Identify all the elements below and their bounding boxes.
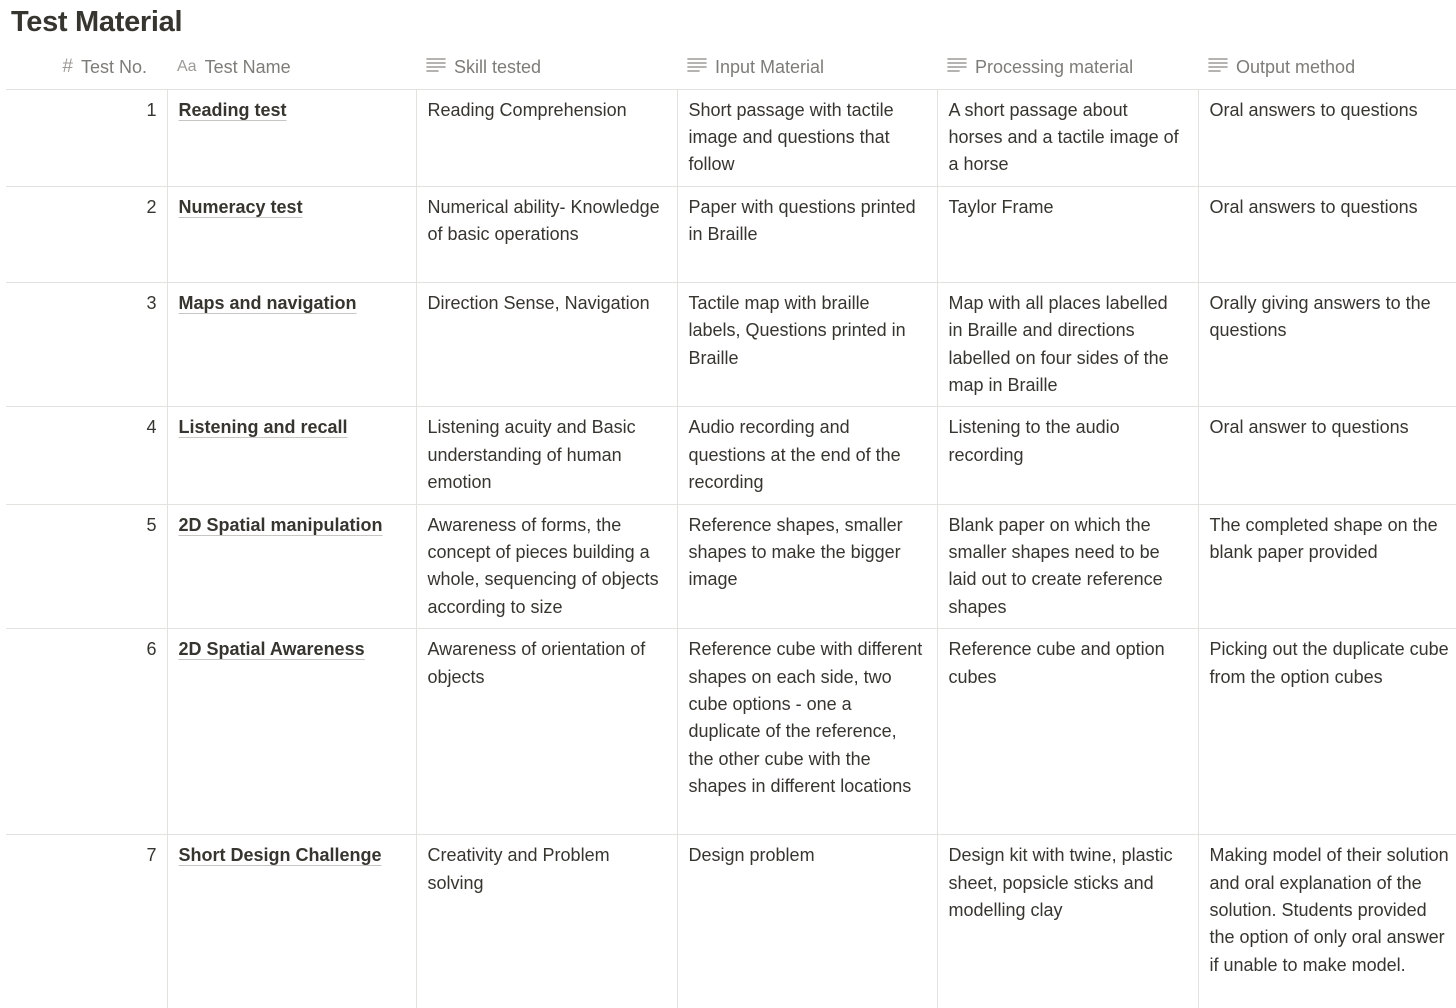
column-header-input-material[interactable]: Input Material	[677, 45, 937, 89]
cell-output-method[interactable]: Orally giving answers to the questions	[1198, 282, 1456, 407]
cell-processing-material[interactable]: Blank paper on which the smaller shapes need to be laid out to create reference shapes	[937, 504, 1198, 629]
cell-skill-tested[interactable]: Direction Sense, Navigation	[416, 282, 677, 407]
text-lines-icon	[687, 57, 707, 78]
cell-output-method[interactable]: Picking out the duplicate cube from the option cubes	[1198, 629, 1456, 835]
cell-processing-material[interactable]: Listening to the audio recording	[937, 407, 1198, 504]
cell-test-no[interactable]: 5	[6, 504, 167, 629]
cell-skill-tested[interactable]: Awareness of forms, the concept of pieces building a whole, sequencing of objects according to size	[416, 504, 677, 629]
cell-output-method[interactable]: The completed shape on the blank paper provided	[1198, 504, 1456, 629]
cell-test-name[interactable]	[167, 835, 416, 1008]
cell-processing-material[interactable]: A short passage about horses and a tactile image of a horse	[937, 89, 1198, 186]
cell-input-material[interactable]: Paper with questions printed in Braille	[677, 186, 937, 282]
cell-test-no[interactable]: 4	[6, 407, 167, 504]
table-row	[6, 186, 1456, 282]
table-row	[6, 89, 1456, 186]
row-page-link[interactable]: 2D Spatial Awareness	[178, 639, 365, 660]
table-row	[6, 629, 1456, 835]
cell-test-name[interactable]	[167, 629, 416, 835]
text-lines-icon	[947, 57, 967, 78]
column-header-test-no[interactable]: # Test No.	[6, 45, 167, 89]
cell-test-no[interactable]: 6	[6, 629, 167, 835]
text-lines-icon	[1208, 57, 1228, 78]
cell-processing-material[interactable]: Map with all places labelled in Braille and directions labelled on four sides of the map in Braille	[937, 282, 1198, 407]
cell-output-method[interactable]: Oral answers to questions	[1198, 186, 1456, 282]
cell-skill-tested[interactable]: Reading Comprehension	[416, 89, 677, 186]
cell-test-no[interactable]: 3	[6, 282, 167, 407]
database-table	[6, 45, 1456, 1008]
cell-test-name[interactable]	[167, 186, 416, 282]
cell-processing-material[interactable]: Taylor Frame	[937, 186, 1198, 282]
cell-output-method[interactable]: Oral answer to questions	[1198, 407, 1456, 504]
column-header-skill-tested[interactable]: Skill tested	[416, 45, 677, 89]
row-page-link[interactable]: Short Design Challenge	[178, 845, 382, 866]
cell-test-name[interactable]	[167, 282, 416, 407]
row-page-link[interactable]: Numeracy test	[178, 196, 303, 217]
row-page-link[interactable]: Reading test	[178, 99, 287, 120]
cell-test-no[interactable]: 7	[6, 835, 167, 1008]
cell-skill-tested[interactable]: Creativity and Problem solving	[416, 835, 677, 1008]
cell-test-no[interactable]: 2	[6, 186, 167, 282]
table-row	[6, 504, 1456, 629]
cell-input-material[interactable]: Tactile map with braille labels, Questions printed in Braille	[677, 282, 937, 407]
table-header-row	[6, 45, 1456, 89]
cell-input-material[interactable]: Short passage with tactile image and questions that follow	[677, 89, 937, 186]
cell-processing-material[interactable]: Reference cube and option cubes	[937, 629, 1198, 835]
row-page-link[interactable]: 2D Spatial manipulation	[178, 514, 383, 535]
cell-input-material[interactable]: Reference shapes, smaller shapes to make the bigger image	[677, 504, 937, 629]
row-page-link[interactable]: Maps and navigation	[178, 292, 357, 313]
page-title: Test Material	[11, 6, 183, 38]
text-aa-icon: Aa	[177, 58, 197, 76]
column-header-test-name[interactable]: Aa Test Name	[167, 45, 416, 89]
cell-skill-tested[interactable]: Awareness of orientation of objects	[416, 629, 677, 835]
column-header-output-method[interactable]: Output method	[1198, 45, 1456, 89]
row-page-link[interactable]: Listening and recall	[178, 417, 348, 438]
cell-output-method[interactable]: Oral answers to questions	[1198, 89, 1456, 186]
table-row	[6, 282, 1456, 407]
text-lines-icon	[426, 57, 446, 78]
cell-input-material[interactable]: Audio recording and questions at the end of the recording	[677, 407, 937, 504]
cell-test-no[interactable]: 1	[6, 89, 167, 186]
cell-test-name[interactable]	[167, 89, 416, 186]
hash-icon: #	[62, 55, 73, 77]
cell-skill-tested[interactable]: Numerical ability- Knowledge of basic operations	[416, 186, 677, 282]
cell-test-name[interactable]	[167, 407, 416, 504]
cell-input-material[interactable]: Reference cube with different shapes on each side, two cube options - one a duplicate of the reference, the other cube with the shapes in different locations	[677, 629, 937, 835]
cell-output-method[interactable]: Making model of their solution and oral explanation of the solution. Students provided the option of only oral answer if unable to make model.	[1198, 835, 1456, 1008]
cell-input-material[interactable]: Design problem	[677, 835, 937, 1008]
table-row	[6, 835, 1456, 1008]
cell-skill-tested[interactable]: Listening acuity and Basic understanding of human emotion	[416, 407, 677, 504]
table-row	[6, 407, 1456, 504]
cell-test-name[interactable]	[167, 504, 416, 629]
column-header-processing-material[interactable]: Processing material	[937, 45, 1198, 89]
cell-processing-material[interactable]: Design kit with twine, plastic sheet, popsicle sticks and modelling clay	[937, 835, 1198, 1008]
